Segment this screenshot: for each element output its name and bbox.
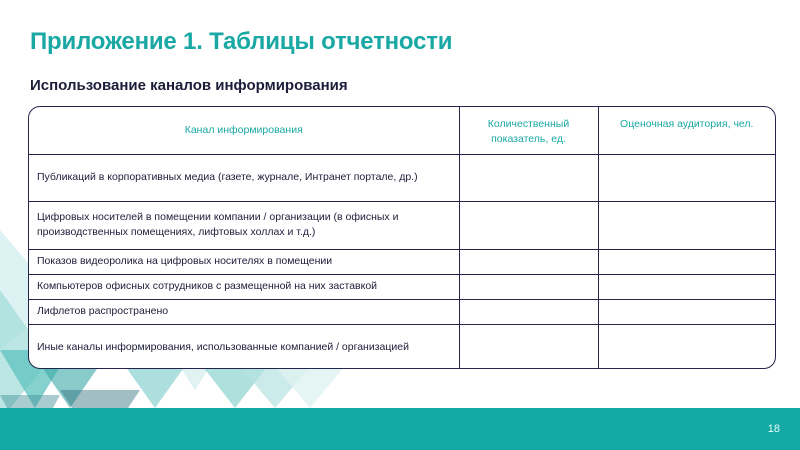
audience-cell: [598, 324, 775, 369]
section-subtitle: Использование каналов информирования: [30, 77, 348, 94]
table-row: [29, 274, 775, 299]
quantity-cell: [459, 249, 598, 274]
channel-cell: Иные каналы информирования, использованные компанией / организацией: [29, 324, 459, 369]
header-channel: Канал информирования: [29, 107, 459, 154]
header-audience: Оценочная аудитория, чел.: [598, 107, 775, 154]
channel-cell: Показов видеоролика на цифровых носителях в помещении: [29, 249, 459, 274]
quantity-cell: [459, 201, 598, 249]
quantity-cell: [459, 274, 598, 299]
channel-cell: Компьютеров офисных сотрудников с размещенной на них заставкой: [29, 274, 459, 299]
quantity-cell: [459, 154, 598, 201]
reporting-table: [28, 106, 776, 369]
audience-cell: [598, 299, 775, 324]
header-quantity: Количественный показатель, ед.: [459, 107, 598, 154]
slide-title: Приложение 1. Таблицы отчетности: [30, 28, 453, 55]
table-row: [29, 249, 775, 274]
footer-band: [0, 408, 800, 450]
channel-cell: Цифровых носителей в помещении компании / организации (в офисных и производственных помещениях, лифтовых холлах и т.д.): [29, 201, 459, 249]
quantity-cell: [459, 299, 598, 324]
page-number: 18: [767, 423, 780, 435]
table-header-row: [29, 107, 775, 154]
table-row: [29, 324, 775, 369]
table-row: [29, 154, 775, 201]
channel-cell: Лифлетов распространено: [29, 299, 459, 324]
table-row: [29, 201, 775, 249]
quantity-cell: [459, 324, 598, 369]
audience-cell: [598, 154, 775, 201]
audience-cell: [598, 274, 775, 299]
channel-cell: Публикаций в корпоративных медиа (газете, журнале, Интранет портале, др.): [29, 154, 459, 201]
audience-cell: [598, 201, 775, 249]
table-row: [29, 299, 775, 324]
audience-cell: [598, 249, 775, 274]
